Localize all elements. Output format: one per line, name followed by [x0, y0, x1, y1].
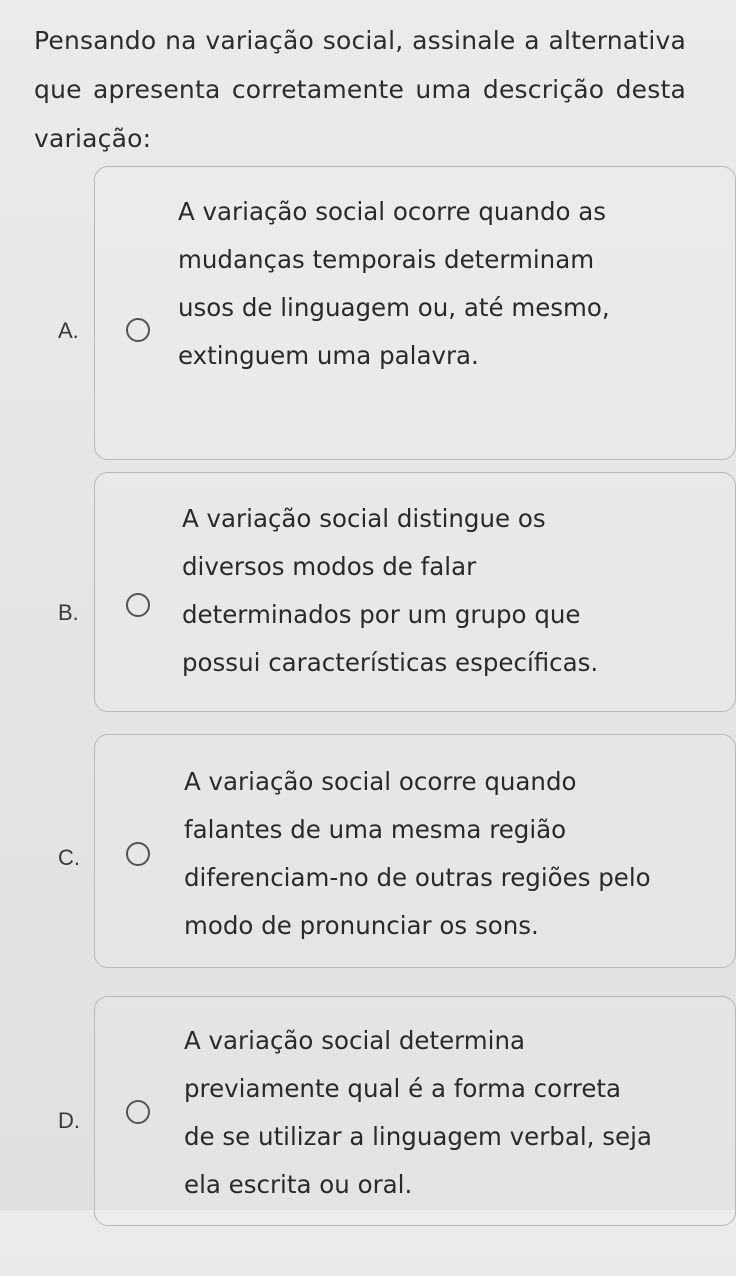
question-text: Pensando na variação social, assinale a alternativa que apresenta corretamente uma descrição desta variação: — [34, 26, 686, 153]
option-text: A variação social ocorre quando falantes de uma mesma região diferenciam-no de outras regiões pelo modo de pronunciar os sons. — [184, 767, 651, 940]
option-d[interactable] — [58, 996, 736, 1276]
option-letter: A. — [58, 318, 79, 343]
option-c[interactable] — [58, 734, 736, 1014]
option-text: A variação social distingue os diversos modos de falar determinados por um grupo que possui características específicas. — [182, 504, 599, 677]
option-b[interactable] — [58, 472, 736, 752]
option-letter: D. — [58, 1108, 80, 1133]
option-a[interactable] — [58, 166, 736, 446]
option-text: A variação social determina previamente qual é a forma correta de se utilizar a linguagem verbal, seja ela escrita ou oral. — [184, 1026, 652, 1199]
option-letter: B. — [58, 600, 79, 625]
option-letter: C. — [58, 845, 80, 870]
option-text: A variação social ocorre quando as mudanças temporais determinam usos de linguagem ou, até mesmo, extinguem uma palavra. — [178, 197, 610, 370]
